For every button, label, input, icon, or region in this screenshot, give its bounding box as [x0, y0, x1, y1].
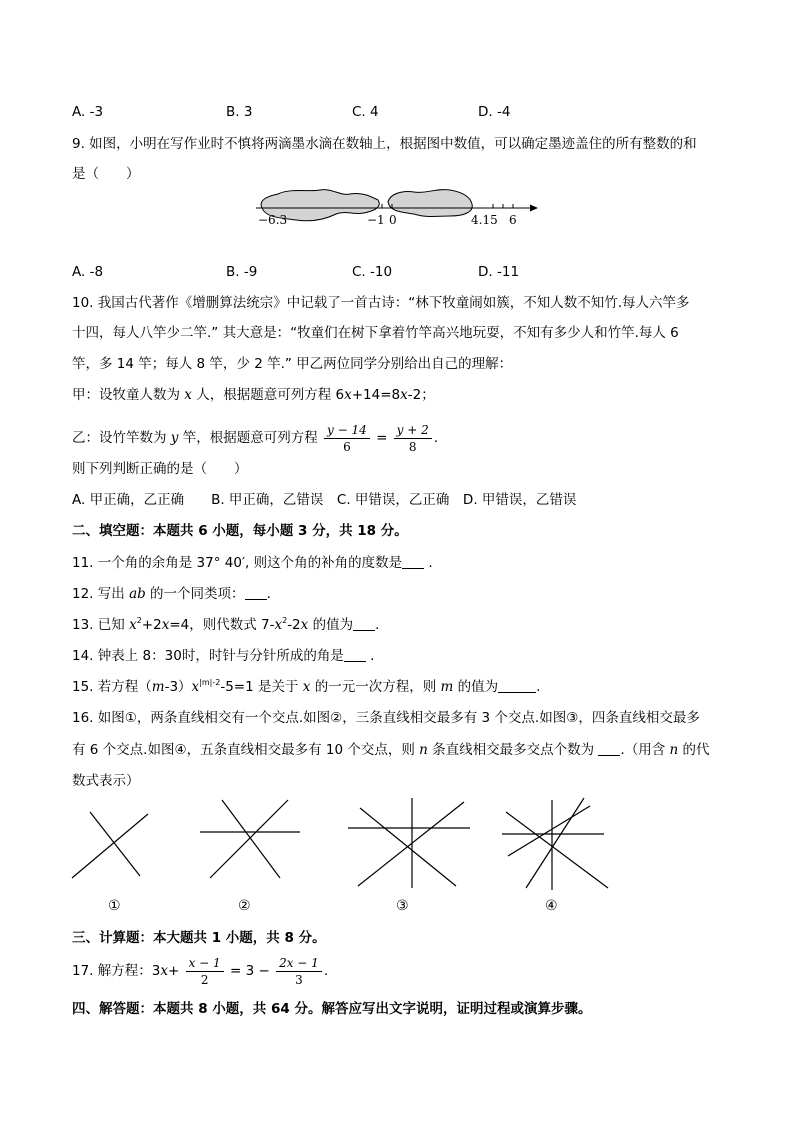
answer-blank: [344, 649, 366, 662]
section-3-heading: 三、计算题：本大题共 1 小题，共 8 分。: [72, 930, 326, 946]
fraction-2x-minus-1: $\frac{2x - 1}{3}$: [276, 955, 322, 988]
q9-option-a: A. -8: [72, 264, 104, 280]
q10-options: A. 甲正确，乙正确 B. 甲正确，乙错误 C. 甲错误，乙正确 D. 甲错误，乙错误: [72, 492, 577, 508]
fraction-y-minus-14: $\frac{y - 14}{6}$: [324, 422, 370, 455]
number-line-figure: [250, 182, 550, 230]
fig-label-1: ①: [108, 898, 121, 914]
section-4-heading: 四、解答题：本题共 8 小题，共 64 分。解答应写出文字说明，证明过程或演算步骤。: [72, 1001, 592, 1017]
fig1-line: [90, 812, 140, 876]
fig2-line: [210, 800, 288, 878]
q10-question: 则下列判断正确的是（ ）: [72, 461, 248, 477]
q10-yi: 乙：设竹竿数为 y 竿，根据题意可列方程 $\frac{y - 14}{6}$ = $\frac{y + 2}{8}$ .: [72, 422, 439, 454]
axis-arrow-icon: [530, 205, 538, 212]
fig4-line: [506, 812, 608, 888]
q8-option-c: C. 4: [352, 104, 379, 120]
answer-blank: [402, 556, 424, 569]
q16-line3: 数式表示）: [72, 773, 140, 789]
q15: 15. 若方程$(m-3)x^{|m|-2}-5=1$ 是关于 x 的一元一次方程，则 m 的值为 .: [72, 678, 541, 695]
fig4-line: [526, 798, 584, 888]
q14: 14. 钟表上 8：30时，时针与分针所成的角是 .: [72, 648, 375, 664]
lines-figures: [60, 790, 640, 900]
q16-line2: 有 6 个交点.如图④，五条直线相交最多有 10 个交点，则 n 条直线相交最多交点个数为 .（用含 n 的代: [72, 742, 710, 758]
q12: 12. 写出 ab 的一个同类项： .: [72, 586, 271, 602]
axis-label-zero: 0: [389, 213, 397, 227]
fig2-line: [222, 800, 280, 878]
ink-blot-right: [388, 190, 472, 217]
q8-option-a: A. -3: [72, 104, 104, 120]
q9-option-d: D. -11: [478, 264, 520, 280]
answer-blank: [498, 680, 536, 693]
q8-option-b: B. 3: [226, 104, 253, 120]
answer-blank: [598, 743, 620, 756]
q16-line1: 16. 如图①，两条直线相交有一个交点.如图②，三条直线相交最多有 3 个交点.如图③，四条直线相交最多: [72, 710, 700, 726]
q17: 17. 解方程：3x+ $\frac{x - 1}{2}$ = 3 − $\frac{2x - 1}{3}$ .: [72, 955, 329, 987]
section-2-heading: 二、填空题：本题共 6 小题，每小题 3 分，共 18 分。: [72, 523, 408, 539]
fig3-line: [358, 802, 464, 886]
fraction-x-minus-1: $\frac{x - 1}{2}$: [186, 955, 224, 988]
fig4-line: [508, 806, 590, 856]
fraction-y-plus-2: $\frac{y + 2}{8}$: [394, 422, 432, 455]
axis-label-neg1: −1: [367, 213, 385, 227]
q9-option-b: B. -9: [226, 264, 258, 280]
q10-jia: 甲：设牧童人数为 x 人，根据题意可列方程 6x+14=8x-2；: [72, 387, 435, 403]
answer-blank: [353, 618, 375, 631]
q9-option-c: C. -10: [352, 264, 393, 280]
axis-label-4-15: 4.15: [471, 213, 498, 227]
q9-stem-line1: 9. 如图，小明在写作业时不慎将两滴墨水滴在数轴上，根据图中数值，可以确定墨迹盖住的所有整数的和: [72, 136, 697, 152]
q10-stem-line3: 竿，多 14 竿；每人 8 竿，少 2 竿.” 甲乙两位同学分别给出自己的理解：: [72, 356, 513, 372]
fig-label-2: ②: [238, 898, 251, 914]
fig-label-4: ④: [545, 898, 558, 914]
q9-stem-line2: 是（ ）: [72, 166, 140, 182]
fig1-line: [72, 814, 148, 878]
answer-blank: [245, 587, 267, 600]
q10-stem-line2: 十四，每人八竿少二竿.” 其大意是：“牧童们在树下拿着竹竿高兴地玩耍，不知有多少人和竹竿.每人 6: [72, 325, 679, 341]
q13: 13. 已知 $x^2+2x=4$，则代数式 $7-x^2-2x$ 的值为 .: [72, 616, 380, 633]
fig-label-3: ③: [396, 898, 409, 914]
q11: 11. 一个角的余角是 37° 40′, 则这个角的补角的度数是 .: [72, 555, 433, 571]
q10-stem-line1: 10. 我国古代著作《增删算法统宗》中记载了一首古诗：“林下牧童闹如簇，不知人数不知竹.每人六竿多: [72, 295, 690, 311]
axis-label-6: 6: [509, 213, 517, 227]
axis-label-neg6-3: −6.3: [258, 213, 288, 227]
q8-option-d: D. -4: [478, 104, 511, 120]
